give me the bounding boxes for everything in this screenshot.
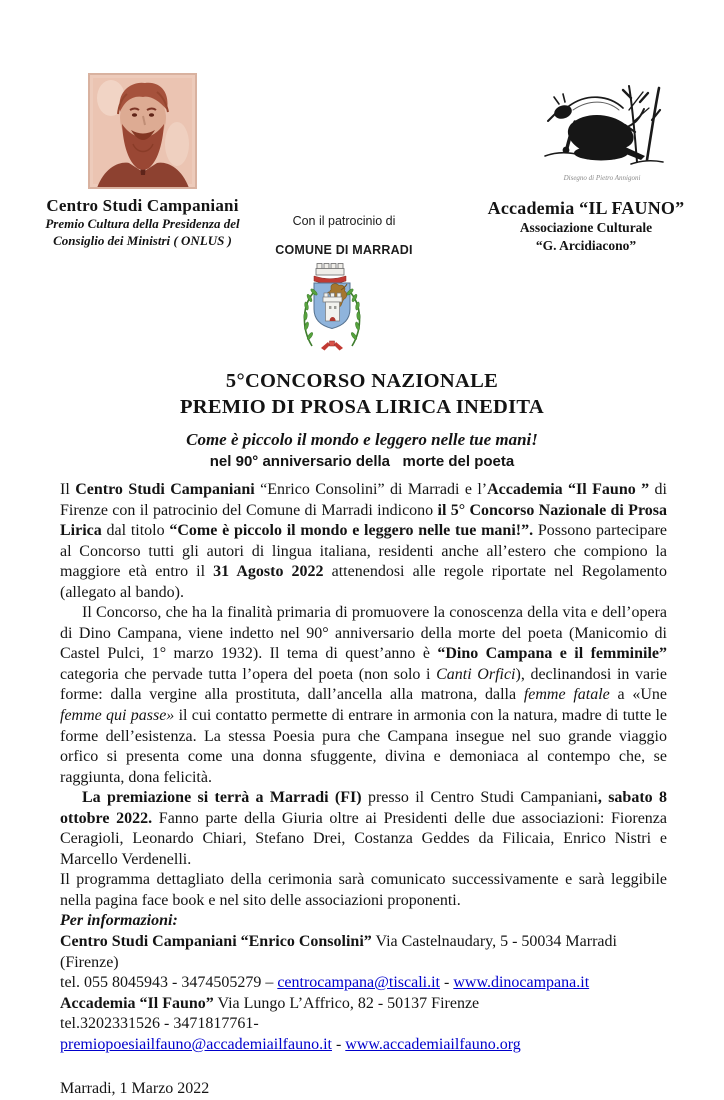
contest-motto: Come è piccolo il mondo e leggero nelle tue mani! (186, 430, 538, 449)
body-text (60, 480, 667, 1100)
contact-line-fauno (60, 994, 667, 1015)
text-run: Accademia “Il Fauno” (60, 994, 214, 1012)
org-left-title: Centro Studi Campaniani (46, 196, 239, 215)
text-run: ), declinandosi in varie forme: dalla vergine alla prostituta, dall’ancella alla matrona, dalla (60, 665, 667, 704)
paragraph-theme (60, 603, 667, 788)
text-run: “Enrico Consolini” di Marradi e l’ (254, 481, 488, 498)
text-run: Via Lungo L’Affrico, 82 - 50137 Firenze (213, 994, 480, 1012)
text-run: - (331, 1035, 346, 1053)
text-run: categoria che pervade tutta l’opera del poeta (non solo i (60, 665, 437, 683)
dino-campana-portrait-icon (89, 74, 196, 188)
anniversary-line: nel 90° anniversario della morte del poeta (209, 453, 515, 470)
faun-ink-drawing-icon (539, 80, 665, 168)
text-run: femme qui passe» (60, 707, 175, 725)
text-run: “Come è piccolo il mondo e leggero nelle tue mani!”. (169, 522, 534, 540)
text-run: , sabato 8 ottobre 2022. (60, 789, 668, 827)
hyperlink[interactable]: premiopoesiailfauno@accademiailfauno.it (60, 1035, 332, 1053)
text-run: “Dino Campana e il femminile” (437, 645, 667, 663)
contest-title-line1: 5°CONCORSO NAZIONALE (225, 370, 499, 392)
contest-title-line2: PREMIO DI PROSA LIRICA INEDITA (179, 396, 544, 418)
marradi-coat-of-arms-icon (301, 262, 363, 354)
contact-line-centro-tel (60, 973, 667, 994)
hyperlink[interactable]: www.dinocampana.it (453, 974, 590, 992)
municipality-label: COMUNE DI MARRADI (275, 243, 413, 257)
drawing-caption: Disegno di Pietro Annigoni (563, 174, 641, 182)
contact-line-centro (60, 932, 667, 973)
patronage-label: Con il patrocinio di (292, 214, 396, 228)
paragraph-programme (60, 870, 667, 911)
contact-line-fauno-web (60, 1035, 667, 1056)
document-date: Marradi, 1 Marzo 2022 (60, 1080, 210, 1098)
paragraph-award-ceremony (60, 788, 667, 870)
org-right-block (468, 80, 704, 254)
text-run: femme fatale (523, 686, 610, 704)
org-right-subtitle-2: “G. Arcidiacono” (535, 237, 637, 253)
text-run: tel. 055 8045943 - 3474505279 – (60, 974, 278, 992)
text-run: Il (60, 481, 76, 498)
text-run: Il Concorso, che ha la finalità primaria di promuovere la conoscenza della vita e dell’opera di Dino Campana, viene indetto nel 90° anniversario della morte del poeta (Manicomio di Castel Pulci, 1° marzo 1932). Il tema di quest’anno è (60, 604, 667, 663)
org-left-subtitle-1: Premio Cultura della Presidenza del (45, 216, 240, 231)
text-run: dal titolo (101, 522, 170, 540)
text-run: il 5° Concorso Nazionale di Prosa Lirica (60, 501, 667, 540)
text-run: Fanno parte della Giuria oltre ai Presidenti delle due associazioni: Fiorenza Ceragioli, Leonardo Chiari, Stefano Drei, Costanza Geddes da Filicaia, Enrico Nistri e Marcello Verdenelli. (60, 809, 668, 868)
org-right-title: Accademia “IL FAUNO” (487, 198, 685, 218)
text-run: il cui contatto permette di entrare in armonia con la natura, madre di tutte le forme dell’esistenza. La stessa Poesia pura che Campana insegue nel suo grande viaggio orfico si presenta come una donna sfuggente, divina e demoniaca al contempo che, se raggiunta, dona felicità. (60, 707, 667, 786)
faun-drawing-block (538, 80, 666, 182)
contact-line-fauno-tel (60, 1014, 667, 1035)
text-run: Via Castelnaudary, 5 - 50034 Marradi (Firenze) (60, 933, 617, 971)
text-run: di Firenze con il patrocinio del Comune di Marradi indicono (60, 481, 668, 519)
text-run: Accademia “Il Fauno ” (487, 481, 650, 498)
hyperlink[interactable]: centrocampana@tiscali.it (277, 974, 440, 992)
text-run: tel.3202331526 - 3471817761- (60, 1015, 259, 1033)
org-left-block (40, 74, 245, 249)
paragraph-intro (60, 480, 667, 603)
patronage-block (256, 214, 432, 257)
text-run: Canti Orfici (436, 665, 516, 683)
text-run: La premiazione si terrà a Marradi (FI) (82, 789, 362, 807)
org-left-subtitle-2: Consiglio dei Ministri ( ONLUS ) (53, 232, 232, 248)
info-heading: Per informazioni: (60, 912, 178, 930)
text-run: Possono partecipare al Concorso tutti gli autori di lingua italiana, residenti anche all’estero che compiono la maggiore età entro il (60, 522, 668, 581)
text-run: - (440, 974, 454, 992)
org-right-subtitle-1: Associazione Culturale (519, 220, 653, 235)
text-run: Il programma dettagliato della cerimonia sarà comunicato successivamente e sarà leggibile nella pagina face book e nel sito delle associazioni proponenti. (60, 871, 667, 909)
text-run: a «Une (609, 686, 667, 704)
text-run: Centro Studi Campaniani (75, 481, 255, 498)
text-run: Centro Studi Campaniani “Enrico Consolini” (60, 933, 372, 951)
text-run: attenendosi alle regole riportate nel Regolamento (allegato al bando). (60, 563, 668, 601)
text-run: 31 Agosto 2022 (213, 563, 324, 581)
text-run: presso il Centro Studi Campaniani (361, 789, 598, 807)
hyperlink[interactable]: www.accademiailfauno.org (345, 1035, 521, 1053)
